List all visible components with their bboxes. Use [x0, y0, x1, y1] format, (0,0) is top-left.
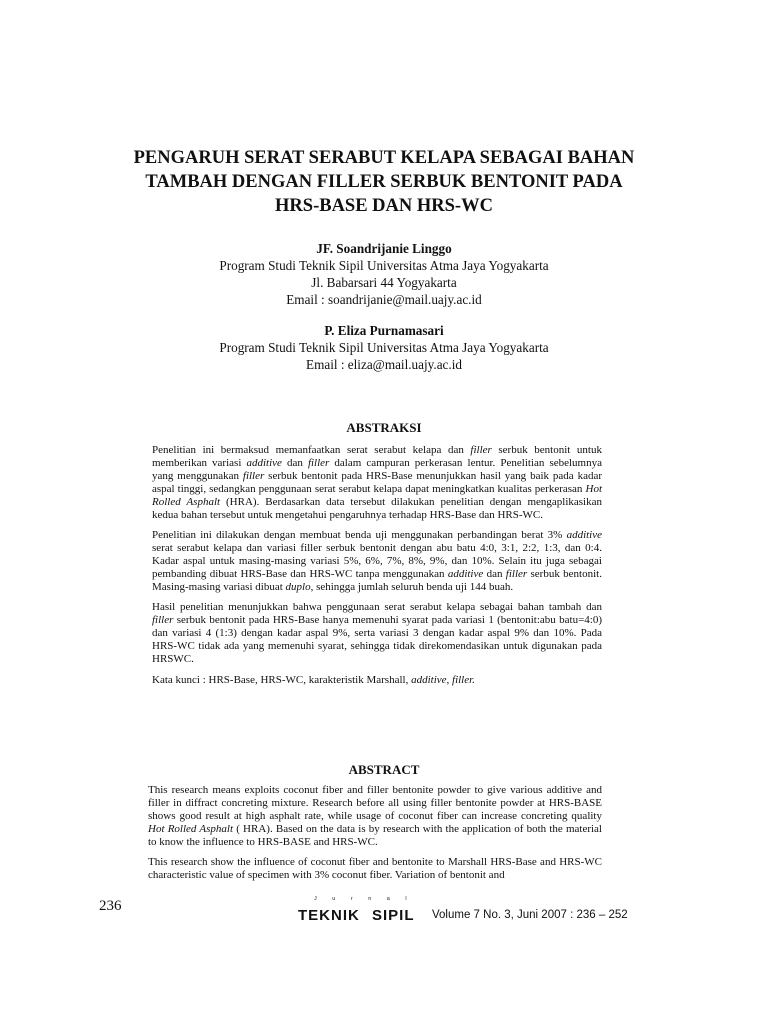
title-line-2: TAMBAH DENGAN FILLER SERBUK BENTONIT PADA — [145, 172, 623, 192]
abstraksi-body — [152, 444, 602, 694]
author-2-block — [100, 322, 668, 373]
author-1-name: JF. Soandrijanie Linggo — [316, 241, 452, 256]
abstraksi-paragraph-1: Penelitian ini bermaksud memanfaatkan serat serabut kelapa dan filler serbuk bentonit untuk memberikan variasi additive dan filler dalam campuran perkerasan lentur. Penelitian sebelumnya yang menggunakan filler serbuk bentonit pada HRS-Base menunjukkan hasil yang baik pada kadar aspal tinggi, sedangkan penggunaan serat serabut kelapa dapat meningkatkan kualitas perkerasan Hot Rolled Asphalt (HRA). Berdasarkan data tersebut dilakukan penelitian dengan mengaplikasikan kedua bahan tersebut untuk mengetahui pengaruhnya terhadap HRS-Base dan HRS-WC. — [152, 444, 602, 521]
journal-volume: Volume 7 No. 3, Juni 2007 : 236 – 252 — [432, 909, 628, 921]
keywords: Kata kunci : HRS-Base, HRS-WC, karakteristik Marshall, additive, filler. — [152, 674, 475, 686]
journal-logo-teknik: TEKNIK — [298, 907, 360, 924]
author-2-name: P. Eliza Purnamasari — [324, 323, 444, 338]
author-1-affiliation: Program Studi Teknik Sipil Universitas Atma Jaya Yogyakarta — [219, 258, 549, 273]
abstract-paragraph-2: This research show the influence of coconut fiber and bentonite to Marshall HRS-Base and HRS-WC characteristic value of specimen with 3% coconut fiber. Variation of bentonit and — [148, 856, 602, 881]
page-number: 236 — [99, 898, 122, 914]
abstraksi-paragraph-2: Penelitian ini dilakukan dengan membuat benda uji menggunakan perbandingan berat 3% additive serat serabut kelapa dan variasi filler serbuk bentonit dengan abu batu 4:0, 3:1, 2:2, 1:3, dan 0:4. Kadar aspal untuk masing-masing variasi 5%, 6%, 7%, 8%, 9%, dan 10%. Selain itu juga sebagai pembanding dibuat HRS-Base dan HRS-WC tanpa menggunakan additive dan filler serbuk bentonit. Masing-masing variasi dibuat duplo, sehingga jumlah seluruh benda uji 144 buah. — [152, 529, 602, 593]
title-line-1: PENGARUH SERAT SERABUT KELAPA SEBAGAI BAHAN — [133, 148, 635, 168]
abstraksi-paragraph-3: Hasil penelitian menunjukkan bahwa penggunaan serat serabut kelapa sebagai bahan tambah dan filler serbuk bentonit pada HRS-Base hanya memenuhi syarat pada variasi 1 (bentonit:abu batu=4:0) dan variasi 4 (1:3) dengan kadar aspal 9%, serta variasi 3 dengan kadar aspal 9% dan 10%. Pada HRS-WC tidak ada yang memenuhi syarat, sehingga tidak direkomendasikan untuk digunakan pada HRSWC. — [152, 601, 602, 665]
abstract-body — [148, 784, 602, 889]
author-2-email: Email : eliza@mail.uajy.ac.id — [306, 357, 462, 372]
abstraksi-heading: ABSTRAKSI — [346, 420, 422, 435]
paper-title — [80, 146, 688, 218]
title-line-3: HRS-BASE DAN HRS-WC — [275, 196, 493, 216]
author-1-email: Email : soandrijanie@mail.uajy.ac.id — [286, 292, 482, 307]
author-1-block — [100, 240, 668, 308]
author-1-address: Jl. Babarsari 44 Yogyakarta — [311, 275, 457, 290]
journal-small-label: J u r n a l — [314, 896, 414, 902]
journal-footer — [298, 896, 658, 926]
abstract-heading: ABSTRACT — [348, 762, 420, 777]
journal-logo-sipil: SIPIL — [372, 907, 415, 924]
abstract-paragraph-1: This research means exploits coconut fiber and filler bentonite powder to give various additive and filler in diffract concreting mixture. Research before all using filler bentonite powder at HRS-BASE shows good result at high asphalt rate, while usage of coconut fiber can increase concreting quality Hot Rolled Asphalt ( HRA). Based on the data is by research with the application of both the material to know the influence to HRS-BASE and HRS-WC. — [148, 784, 602, 848]
author-2-affiliation: Program Studi Teknik Sipil Universitas Atma Jaya Yogyakarta — [219, 340, 549, 355]
